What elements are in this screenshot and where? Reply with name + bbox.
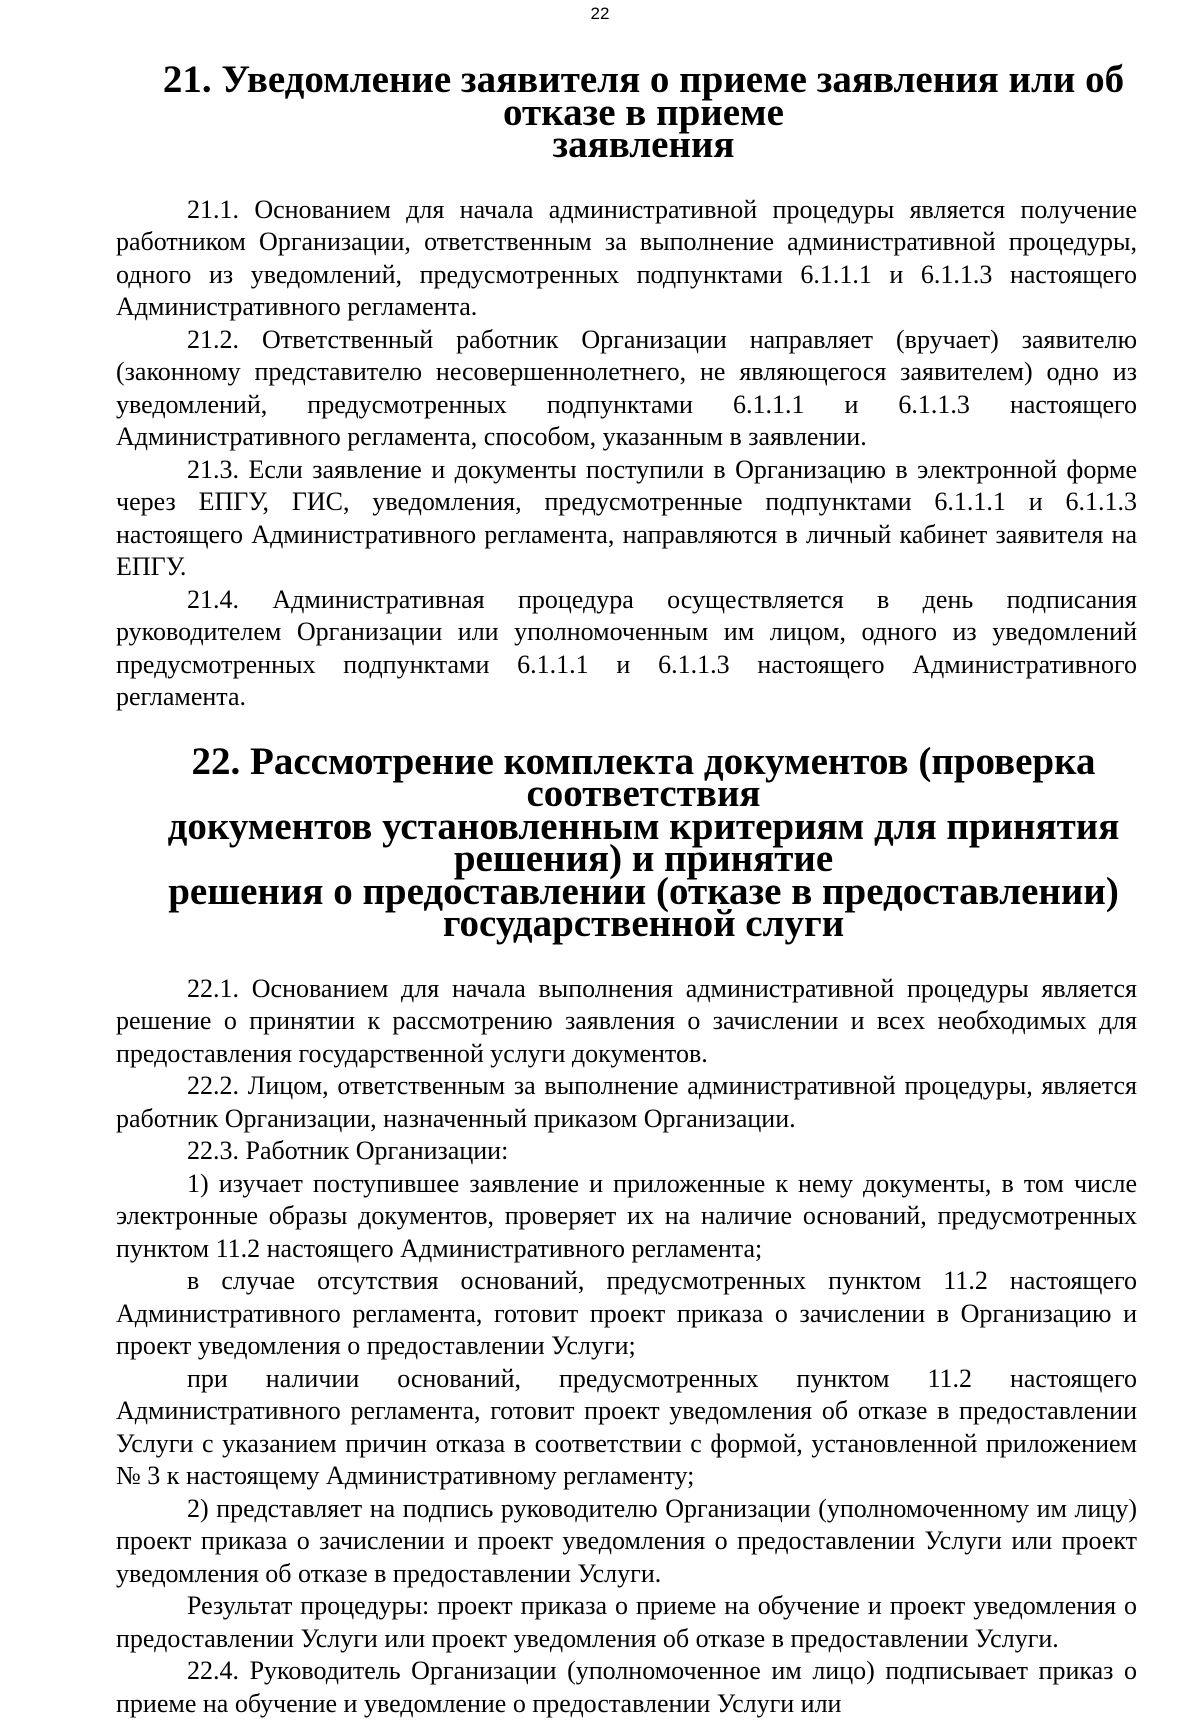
paragraph-21-2: 21.2. Ответственный работник Организации направляет (вручает) заявителю (законному представителю несовершеннолетнего, не являющегося заявителем) одно из уведомлений, предусмотренных подпунктами 6.1.1.1 и 6.1.1.3 настоящего Административного регламента, способом, указанным в заявлении. xyxy=(116,324,1137,451)
heading-line: документов установленным критериям для принятия решения) и принятие xyxy=(167,804,1120,880)
document-body xyxy=(116,58,1137,1720)
page-number: 22 xyxy=(590,4,610,23)
list-item-2: 2) представляет на подпись руководителю Организации (уполномоченному им лицу) проект приказа о зачислении и проект уведомления о предоставлении Услуги или проект уведомления об отказе в предоставлении Услуги. xyxy=(116,1493,1137,1588)
paragraph-result: Результат процедуры: проект приказа о приеме на обучение и проект уведомления о предоставлении Услуги или проект уведомления об отказе в предоставлении Услуги. xyxy=(116,1591,1137,1653)
paragraph-no-grounds: в случае отсутствия оснований, предусмотренных пунктом 11.2 настоящего Административного регламента, готовит проект приказа о зачислении в Организацию и проект уведомления о предоставлении Услуги; xyxy=(116,1266,1137,1360)
paragraph-22-2: 22.2. Лицом, ответственным за выполнение административной процедуры, является работник Организации, назначенный приказом Организации. xyxy=(116,1071,1137,1133)
heading-line: 22. Рассмотрение комплекта документов (проверка соответствия xyxy=(191,739,1096,815)
section-22-heading xyxy=(116,739,1137,945)
heading-line: 21. Уведомление заявителя о приеме заявления или об отказе в приеме xyxy=(162,58,1125,134)
section-21-heading xyxy=(116,58,1137,166)
paragraph-21-3: 21.3. Если заявление и документы поступили в Организацию в электронной форме через ЕПГУ, ГИС, уведомления, предусмотренные подпунктами 6.1.1.1 и 6.1.1.3 настоящего Административного регламента, направляются в личный кабинет заявителя на ЕПГУ. xyxy=(116,454,1137,581)
heading-line: решения о предоставлении (отказе в предоставлении) государственной слуги xyxy=(168,869,1119,945)
paragraph-22-3: 22.3. Работник Организации: xyxy=(187,1136,509,1165)
paragraph-22-1: 22.1. Основанием для начала выполнения административной процедуры является решение о принятии к рассмотрению заявления о зачислении и всех необходимых для предоставления государственной услуги документов. xyxy=(116,973,1137,1068)
paragraph-21-1: 21.1. Основанием для начала административной процедуры является получение работником Организации, ответственным за выполнение административной процедуры, одного из уведомлений, предусмотренных подпунктами 6.1.1.1 и 6.1.1.3 настоящего Административного регламента. xyxy=(116,194,1137,321)
paragraph-21-4: 21.4. Административная процедура осуществляется в день подписания руководителем Организации или уполномоченным им лицом, одного из уведомлений предусмотренных подпунктами 6.1.1.1 и 6.1.1.3 настоящего Административного регламента. xyxy=(116,584,1137,711)
paragraph-with-grounds: при наличии оснований, предусмотренных пунктом 11.2 настоящего Административного регламента, готовит проект уведомления об отказе в предоставлении Услуги с указанием причин отказа в соответствии с формой, установленной приложением № 3 к настоящему Административному регламенту; xyxy=(116,1363,1137,1490)
heading-line: заявления xyxy=(552,123,735,166)
list-item-1: 1) изучает поступившее заявление и приложенные к нему документы, в том числе электронные образы документов, проверяет их на наличие оснований, предусмотренных пунктом 11.2 настоящего Административного регламента; xyxy=(116,1168,1137,1263)
paragraph-22-4: 22.4. Руководитель Организации (уполномоченное им лицо) подписывает приказ о приеме на обучение и уведомление о предоставлении Услуги или xyxy=(116,1656,1137,1718)
